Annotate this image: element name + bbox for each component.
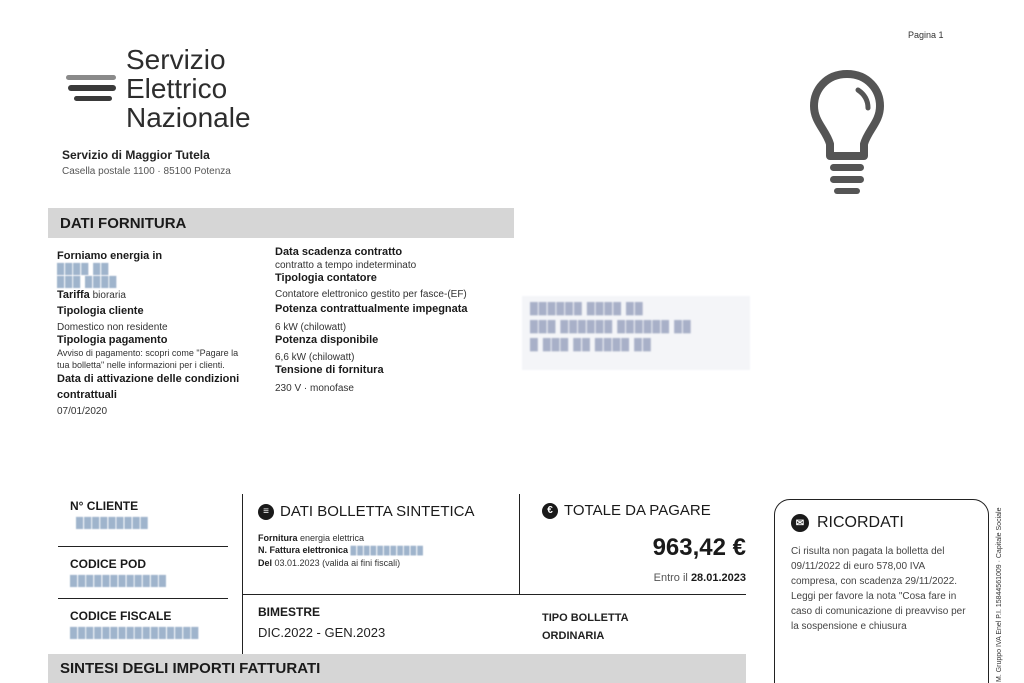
brand-line-3: Nazionale (126, 102, 251, 133)
brand-name (126, 45, 251, 132)
page-number: Pagina 1 (908, 30, 944, 40)
attivazione-label: Data di attivazione delle condizioni contrattuali (57, 373, 240, 401)
bimestre-value: DIC.2022 - GEN.2023 (258, 625, 386, 640)
tariffa-label: Tariffa (57, 289, 90, 301)
fornitura-small-label: Fornitura (258, 533, 298, 543)
potenza-disponibile-label: Potenza disponibile (275, 334, 379, 346)
brand-line-1: Servizio (126, 44, 226, 75)
cf-label: CODICE FISCALE (70, 609, 172, 623)
ricordati-box (774, 499, 989, 683)
tutela-title: Servizio di Maggior Tutela (62, 148, 210, 162)
pod-label: CODICE POD (70, 557, 147, 571)
fattura-value: ███████████ (350, 546, 424, 555)
brand-logo-icon (66, 73, 118, 103)
contatore-value: Contatore elettronico gestito per fasce-(EF) (275, 289, 467, 300)
envelope-icon: ✉ (791, 514, 809, 532)
lightbulb-icon (806, 68, 888, 198)
redacted-address-line-2: ███ ██████ ██████ ██ (530, 321, 692, 333)
totale-due-row (560, 572, 746, 584)
section-header-sintesi: SINTESI DEGLI IMPORTI FATTURATI (48, 654, 746, 683)
fattura-label: N. Fattura elettronica (258, 545, 349, 555)
euro-icon: € (542, 503, 558, 519)
attivazione-value: 07/01/2020 (57, 406, 108, 417)
entro-label: Entro il (653, 572, 688, 584)
redacted-address-block (522, 296, 750, 370)
ricordati-title: RICORDATI (817, 514, 904, 531)
cf-value: ████████████████ (70, 628, 200, 639)
divider (519, 494, 520, 594)
divider (242, 594, 522, 595)
totale-title: TOTALE DA PAGARE (564, 502, 711, 519)
del-label: Del (258, 558, 273, 568)
n-cliente-label: N° CLIENTE (70, 499, 139, 513)
tipologia-cliente-label: Tipologia cliente (57, 305, 144, 317)
redacted-address-line-3: █ ███ ██ ████ ██ (530, 339, 652, 351)
potenza-disponibile-value: 6,6 kW (chilowatt) (275, 352, 355, 363)
bolletta-title-row (258, 503, 474, 520)
list-icon: ≡ (258, 504, 274, 520)
ricordati-title-row (791, 514, 972, 532)
brand-line-2: Elettrico (126, 73, 228, 104)
totale-title-row (542, 502, 711, 519)
scadenza-value: contratto a tempo indeterminato (275, 260, 417, 271)
bolletta-title: DATI BOLLETTA SINTETICA (280, 503, 475, 520)
tipologia-cliente-value: Domestico non residente (57, 322, 168, 333)
forniamo-label: Forniamo energia in (57, 250, 163, 262)
fornitura-left-column (57, 250, 247, 418)
del-value: 03.01.2023 (valida ai fini fiscali) (274, 558, 401, 568)
divider (58, 598, 228, 599)
tensione-label: Tensione di fornitura (275, 364, 384, 376)
fornitura-small-value: energia elettrica (300, 533, 365, 543)
bimestre-label: BIMESTRE (258, 605, 321, 619)
forniamo-line-1: ████ ██ (57, 264, 110, 275)
tipologia-pagamento-label: Tipologia pagamento (57, 334, 168, 346)
bolletta-details (258, 532, 508, 569)
divider (522, 594, 746, 595)
scadenza-label: Data scadenza contratto (275, 246, 403, 258)
totale-amount: 963,42 € (652, 534, 746, 561)
fornitura-mid-column (275, 246, 485, 395)
tipologia-pagamento-value: Avviso di pagamento: scopri come "Pagare la tua bolletta" nelle informazioni per i clienti. (57, 348, 239, 370)
contatore-label: Tipologia contatore (275, 272, 377, 284)
entro-date: 28.01.2023 (690, 572, 746, 584)
pod-value: ████████████ (70, 576, 168, 587)
tariffa-row (57, 289, 247, 302)
tipo-bolletta-label: TIPO BOLLETTA (542, 612, 629, 624)
side-legal-text: M. Gruppo IVA Enel P.I. 15844561009 · Capitale Sociale (996, 507, 1003, 682)
divider (58, 546, 228, 547)
tipo-bolletta-value: ORDINARIA (542, 630, 605, 642)
n-cliente-value: █████████ (76, 518, 149, 529)
potenza-impegnata-value: 6 kW (chilowatt) (275, 322, 347, 333)
section-header-fornitura: DATI FORNITURA (48, 208, 514, 238)
tensione-value: 230 V · monofase (275, 383, 354, 394)
tutela-address: Casella postale 1100 · 85100 Potenza (62, 166, 231, 177)
redacted-address-line-1: ██████ ████ ██ (530, 303, 644, 315)
potenza-impegnata-label: Potenza contrattualmente impegnata (275, 303, 468, 315)
forniamo-line-2: ███ ████ (57, 277, 118, 288)
ricordati-text: Ci risulta non pagata la bolletta del 09/11/2022 di euro 578,00 IVA compresa, con scadenza 29/11/2022. Leggi per favore la nota "Cosa fare in caso di comunicazione di preavviso per la sospensione e chiusura (791, 546, 966, 632)
divider (242, 494, 243, 654)
tariffa-value: bioraria (92, 290, 126, 301)
